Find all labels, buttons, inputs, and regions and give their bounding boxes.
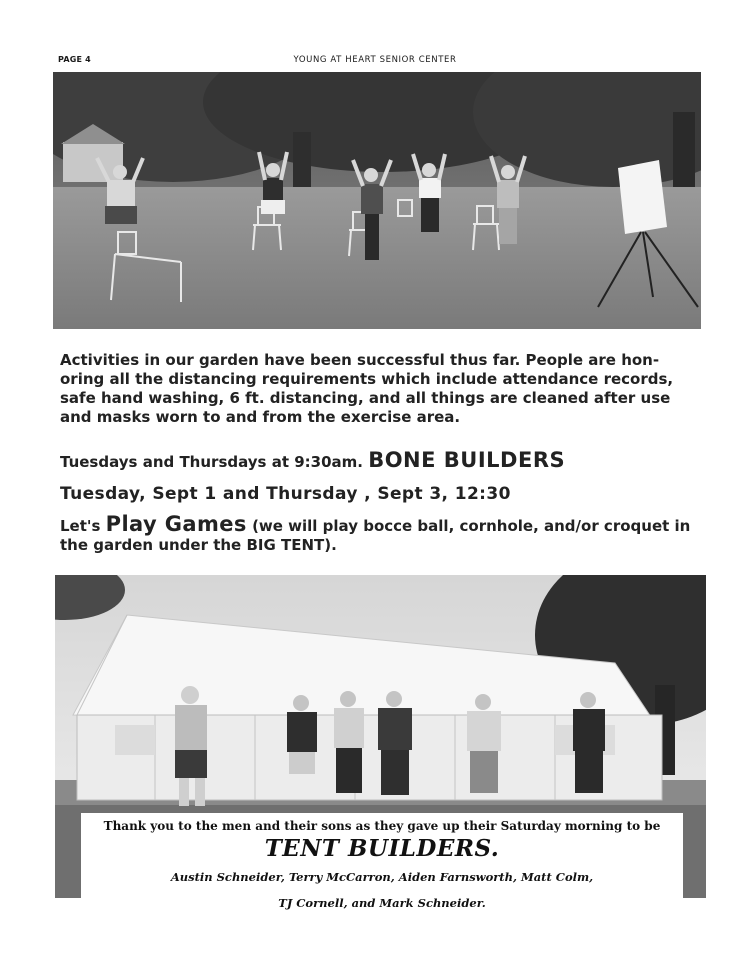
activities-paragraph: Activities in our garden have been successful thus far. People are hon-oring all the distancing requirements which include attendance records, safe hand washing, 6 ft. distancing, and all things are cleaned after use and masks worn to and from the exercise area. — [60, 351, 674, 426]
play-games-prefix: Let's — [60, 517, 101, 535]
bone-builders-title: BONE BUILDERS — [368, 448, 566, 472]
caption-names-line2: TJ Cornell, and Mark Schneider. — [278, 896, 486, 910]
bone-builders-line — [60, 447, 700, 475]
tent-builders-caption — [81, 813, 683, 921]
caption-names-line1: Austin Schneider, Terry McCarron, Aiden Farnsworth, Matt Colm, — [170, 870, 594, 884]
page-number: PAGE 4 — [58, 55, 91, 64]
caption-thanks: Thank you to the men and their sons as they gave up their Saturday morning to be — [103, 819, 661, 833]
play-games-line — [60, 512, 700, 555]
header-title: YOUNG AT HEART SENIOR CENTER — [293, 55, 457, 65]
garden-exercise-photo — [53, 72, 701, 329]
play-games-title: Play Games — [105, 512, 247, 536]
caption-title: TENT BUILDERS. — [264, 835, 500, 862]
play-games-detail: (we will play bocce ball, cornhole, and/or croquet in the garden under the BIG TENT). — [60, 517, 691, 554]
bone-builders-schedule: Tuesdays and Thursdays at 9:30am. — [60, 453, 363, 471]
schedule-line: Tuesday, Sept 1 and Thursday , Sept 3, 12:30 — [60, 484, 511, 504]
